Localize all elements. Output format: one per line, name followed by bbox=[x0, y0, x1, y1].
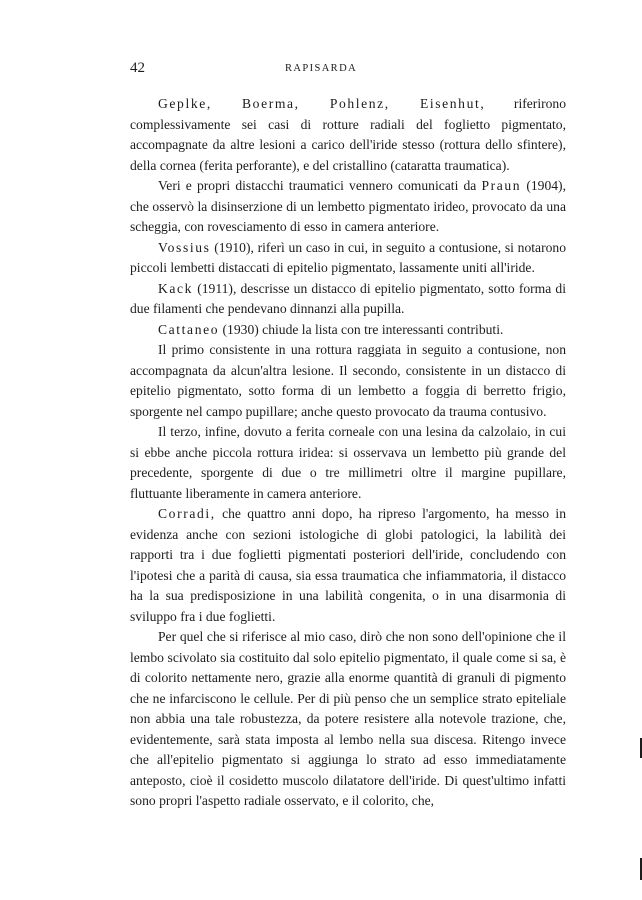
paragraph-text: (1904), che osservò la disinserzione di un lembetto pigmentato irideo, provocato da una scheggia, con rovesciamento di esso in camera anteriore. bbox=[130, 178, 566, 234]
paragraph-text: (1910), riferì un caso in cui, in seguito a contusione, si notarono piccoli lembetti distaccati di epitelio pigmentato, lassamente uniti all'iride. bbox=[130, 239, 566, 275]
paragraph-kack bbox=[130, 279, 566, 320]
paragraph-praun bbox=[130, 176, 566, 238]
paragraph-text: (1930) chiude la lista con tre interessanti contributi. bbox=[219, 321, 504, 337]
author-name: Cattaneo bbox=[158, 321, 220, 337]
author-name: Praun bbox=[481, 178, 522, 193]
author-name: Kack bbox=[158, 280, 194, 296]
paragraph-primo: Il primo consistente in una rottura raggiata in seguito a contusione, non accompagnata da alcun'altra lesione. Il secondo, consistente in un distacco di epitelio pigmentato, sotto forma di un lembetto a foggia di berretto frigio, sporgente nel campo pupillare; anche questo provocato da trauma contusivo. bbox=[130, 342, 566, 419]
paragraph-terzo: Il terzo, infine, dovuto a ferita corneale con una lesina da calzolaio, in cui si ebbe anche piccola rottura iridea: si osservava un lembetto più grande del precedente, sporgente di due o tre millimetri oltre il margine pupillare, fluttuante liberamente in camera anteriore. bbox=[130, 424, 566, 501]
author-name: Vossius bbox=[158, 239, 211, 255]
paragraph-text: Veri e propri distacchi traumatici vennero comunicati da bbox=[158, 178, 482, 193]
page-number: 42 bbox=[130, 60, 145, 76]
running-head: RAPISARDA bbox=[284, 63, 358, 74]
paragraph-text: (1911), descrisse un distacco di epitelio pigmentato, sotto forma di due filamenti che pendevano dinnanzi alla pupilla. bbox=[130, 280, 566, 316]
paragraph-corradi bbox=[130, 504, 566, 627]
paragraph-mio-caso: Per quel che si riferisce al mio caso, dirò che non sono dell'opinione che il lembo scivolato sia costituito dal solo epitelio pigmentato, il quale come si sa, è di colorito nettamente nero, grazie alla enorme quantità di granuli di pigmento che ne infarciscono le cellule. Per di più penso che un semplice strato epiteliale non abbia una tale robustezza, da potere resistere alla notevole trazione, che, evidentemente, sarà stata imposta al lembo nella sua discesa. Ritengo invece che all'epitelio pigmentato si aggiunga lo strato ad esso immediatamente anteposto, cioè il cosidetto muscolo dilatatore dell'iride. Di quest'ultimo infatti sono propri l'aspetto radiale osservato, e il colorito, che, bbox=[130, 629, 566, 808]
paragraph-text: riferirono complessivamente sei casi di rotture radiali del foglietto pigmentato, accompagnate da altre lesioni a carico dell'iride stesso (rottura dello sfintere), della cornea (ferita perforante), e del cristallino (cataratta traumatica). bbox=[130, 96, 567, 173]
author-names: Geplke, Boerma, Pohlenz, Eisenhut, bbox=[158, 96, 486, 111]
paragraph-text: che quattro anni dopo, ha ripreso l'argomento, ha messo in evidenza anche con sezioni istologiche di globi patologici, la labilità dei rapporti tra i due foglietti pigmentati posteriori dell'iride, concludendo con l'ipotesi che a parità di causa, sia essa traumatica che infiammatoria, il distacco ha la sua predisposizione in una labilità congenita, o in una disarmonia di sviluppo fra i due foglietti. bbox=[130, 506, 566, 624]
paragraph-authors-rotture bbox=[130, 94, 566, 176]
body-text bbox=[130, 94, 566, 812]
author-name: Corradi, bbox=[158, 506, 216, 521]
paragraph-vossius bbox=[130, 238, 566, 279]
paragraph-cattaneo bbox=[130, 320, 566, 341]
